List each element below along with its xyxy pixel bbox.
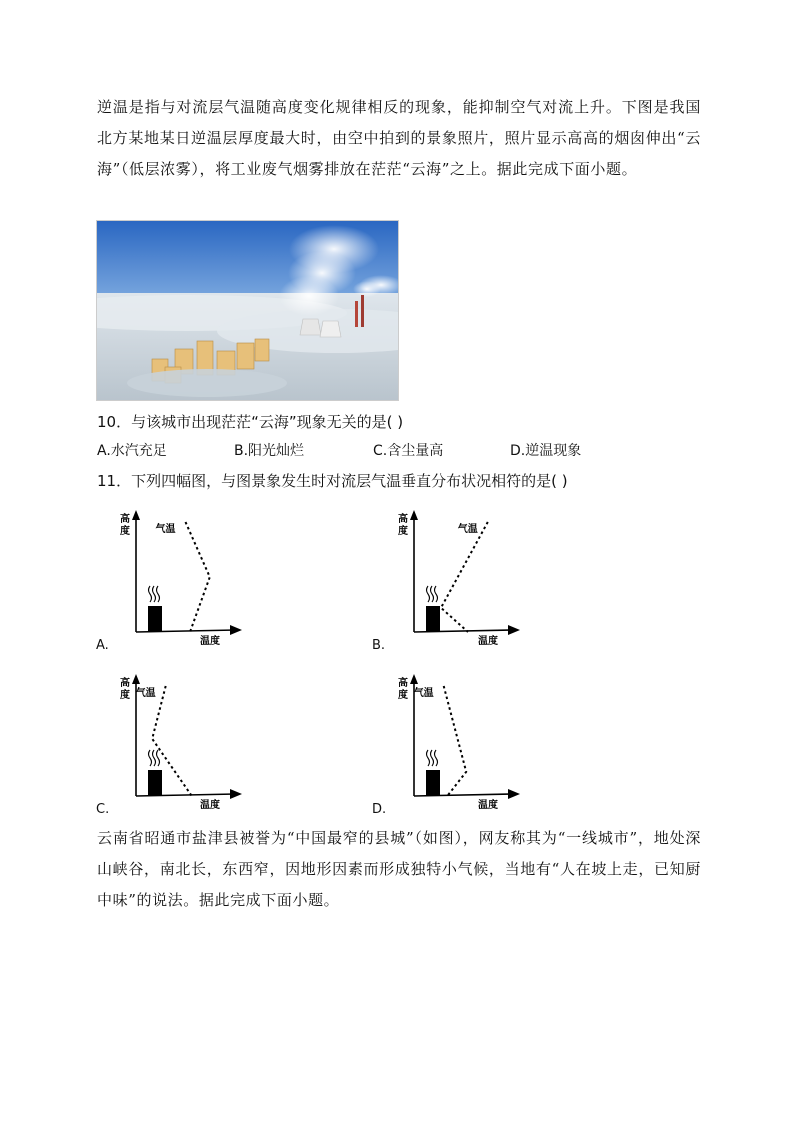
smoke-icon: [431, 750, 434, 766]
x-axis-label: 温度: [478, 800, 498, 811]
chimney-icon: [426, 606, 440, 631]
chimney-icon: [148, 606, 162, 631]
x-axis-label: 温度: [478, 636, 498, 647]
smoke-icon: [427, 750, 430, 766]
temperature-curve: [444, 686, 467, 796]
x-axis-label: 温度: [200, 800, 220, 811]
diagram-d-letter[interactable]: D.: [372, 802, 387, 817]
option-d[interactable]: D.逆温现象: [510, 443, 582, 459]
y-axis-label: 度: [120, 690, 130, 701]
smog-city-photo: [96, 220, 399, 401]
option-b[interactable]: B.阳光灿烂: [234, 443, 305, 459]
diagram-c-letter[interactable]: C.: [96, 802, 110, 817]
smoke-icon: [435, 586, 438, 602]
smoke-icon: [157, 750, 160, 766]
diagram-d[interactable]: [390, 670, 530, 820]
smoke-icon: [149, 750, 152, 766]
y-axis-label: 度: [398, 690, 408, 701]
y-axis-label: 度: [398, 526, 408, 537]
smoke-icon: [153, 750, 156, 766]
option-c[interactable]: C.含尘量高: [373, 443, 444, 459]
y-axis-label: 高: [398, 678, 408, 689]
temperature-curve: [186, 522, 210, 632]
x-axis-arrow-icon: [508, 789, 520, 799]
smoke-icon: [427, 586, 430, 602]
curve-label: 气温: [155, 524, 176, 535]
x-axis-arrow-icon: [508, 625, 520, 635]
diagram-a[interactable]: [112, 506, 252, 656]
diagram-a-svg: [112, 506, 252, 656]
x-axis-arrow-icon: [230, 625, 242, 635]
option-a[interactable]: A.水汽充足: [97, 443, 167, 459]
y-axis-arrow-icon: [132, 674, 140, 684]
question-10-options: [97, 440, 717, 462]
chimney-icon: [148, 770, 162, 795]
smoke-icon: [157, 586, 160, 602]
temperature-curve: [441, 522, 488, 632]
x-axis-arrow-icon: [230, 789, 242, 799]
intro-paragraph-1: 逆温是指与对流层气温随高度变化规律相反的现象，能抑制空气对流上升。下图是我国北方某地某日逆温层厚度最大时，由空中拍到的景象照片，照片显示高高的烟囱伸出“云海”（低层浓雾），将工业废气烟雾排放在茫茫“云海”之上。据此完成下面小题。: [97, 98, 701, 178]
y-axis-label: 度: [120, 526, 130, 537]
question-11-stem: 11．下列四幅图，与图景象发生时对流层气温垂直分布状况相符的是( ): [97, 472, 568, 490]
diagram-b[interactable]: [390, 506, 530, 656]
curve-label: 气温: [457, 524, 478, 535]
y-axis-arrow-icon: [132, 510, 140, 520]
diagram-a-letter[interactable]: A.: [96, 638, 109, 653]
diagram-c[interactable]: [112, 670, 252, 820]
diagram-d-svg: [390, 670, 530, 820]
smoke-icon: [149, 586, 152, 602]
curve-label: 气温: [135, 688, 156, 699]
y-axis-label: 高: [120, 678, 130, 689]
chimney-icon: [426, 770, 440, 795]
y-axis-label: 高: [398, 514, 408, 525]
curve-label: 气温: [413, 688, 434, 699]
smoke-icon: [435, 750, 438, 766]
intro-paragraph-2: 云南省昭通市盐津县被誉为“中国最窄的县城”（如图），网友称其为“一线城市”，地处深山峡谷，南北长，东西窄，因地形因素而形成独特小气候，当地有“人在坡上走，已知厨中味”的说法。据此完成下面小题。: [97, 829, 701, 909]
y-axis-label: 高: [120, 514, 130, 525]
diagram-b-letter[interactable]: B.: [372, 638, 386, 653]
x-axis-label: 温度: [200, 636, 220, 647]
y-axis-arrow-icon: [410, 674, 418, 684]
diagram-c-svg: [112, 670, 252, 820]
smoke-icon: [431, 586, 434, 602]
diagram-b-svg: [390, 506, 530, 656]
smoke-icon: [153, 586, 156, 602]
y-axis-arrow-icon: [410, 510, 418, 520]
question-10-stem: 10．与该城市出现茫茫“云海”现象无关的是( ): [97, 413, 404, 431]
